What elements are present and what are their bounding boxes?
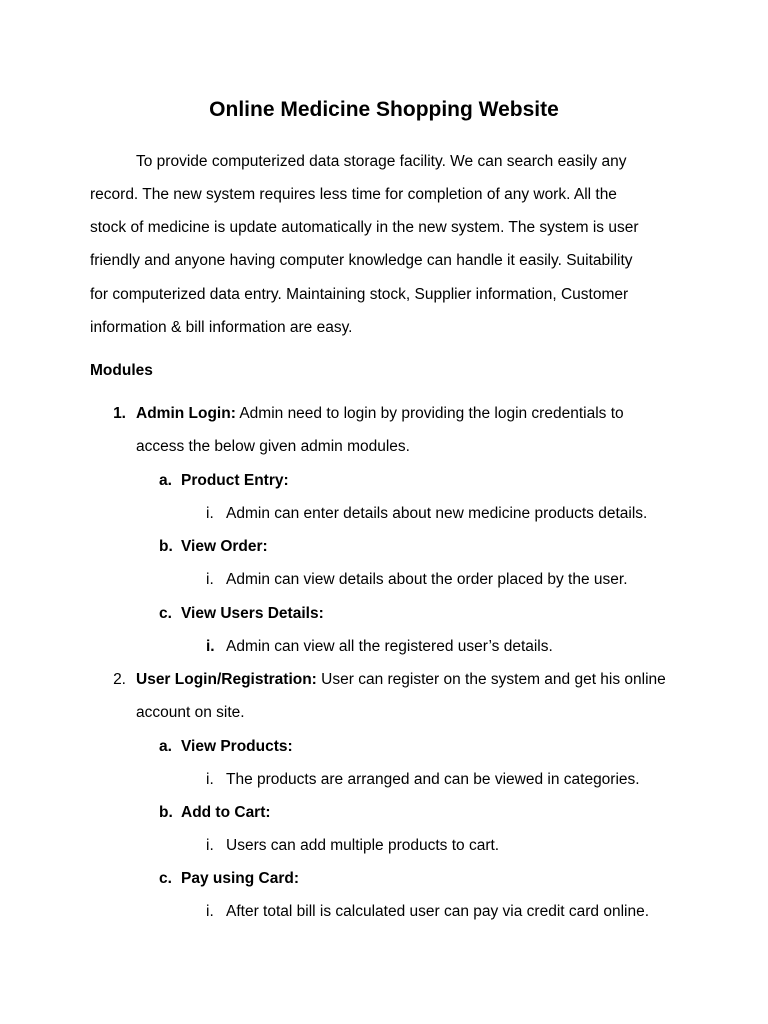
module-2-line-2: account on site. bbox=[136, 704, 245, 721]
module-1-sub-a-item-marker: i. bbox=[206, 505, 214, 522]
module-1-sub-b-marker: b. bbox=[159, 538, 173, 555]
module-2-sub-c-marker: c. bbox=[159, 870, 172, 887]
module-1-sub-a-marker: a. bbox=[159, 472, 172, 489]
module-2-sub-b-marker: b. bbox=[159, 804, 173, 821]
intro-line-6: information & bill information are easy. bbox=[90, 319, 353, 336]
module-2-sub-b-item-marker: i. bbox=[206, 837, 214, 854]
intro-line-2: record. The new system requires less time for completion of any work. All the bbox=[90, 186, 617, 203]
module-2-sub-b-item: Users can add multiple products to cart. bbox=[226, 837, 500, 854]
intro-line-5: for computerized data entry. Maintaining stock, Supplier information, Customer bbox=[90, 286, 629, 303]
module-1-text: Admin need to login by providing the login credentials to bbox=[235, 405, 624, 422]
module-2-sub-a-label: View Products: bbox=[181, 738, 293, 755]
module-2-line-1 bbox=[136, 670, 666, 690]
module-2-sub-a-item-marker: i. bbox=[206, 771, 214, 788]
module-1-label: Admin Login: bbox=[136, 405, 236, 422]
module-1-sub-b-item: Admin can view details about the order placed by the user. bbox=[226, 571, 628, 588]
modules-heading: Modules bbox=[90, 362, 153, 379]
intro-line-3: stock of medicine is update automatically in the new system. The system is user bbox=[90, 219, 639, 236]
module-1-sub-c-item-marker: i. bbox=[206, 638, 215, 655]
module-2-sub-a-marker: a. bbox=[159, 738, 172, 755]
module-1-sub-b-label: View Order: bbox=[181, 538, 268, 555]
intro-line-1: To provide computerized data storage facility. We can search easily any bbox=[136, 153, 627, 170]
module-2-sub-c-item: After total bill is calculated user can pay via credit card online. bbox=[226, 903, 650, 920]
module-2-label: User Login/Registration: bbox=[136, 671, 317, 688]
module-2-sub-b-label: Add to Cart: bbox=[181, 804, 271, 821]
module-2-sub-c-item-marker: i. bbox=[206, 903, 214, 920]
page-title: Online Medicine Shopping Website bbox=[209, 98, 559, 121]
module-1-marker: 1. bbox=[113, 405, 126, 422]
intro-line-4: friendly and anyone having computer knowledge can handle it easily. Suitability bbox=[90, 252, 633, 269]
module-2-text: User can register on the system and get his online bbox=[316, 671, 666, 688]
module-1-sub-a-label: Product Entry: bbox=[181, 472, 289, 489]
module-1-sub-a-item: Admin can enter details about new medicine products details. bbox=[226, 505, 648, 522]
module-1-sub-c-label: View Users Details: bbox=[181, 605, 324, 622]
module-1-sub-b-item-marker: i. bbox=[206, 571, 214, 588]
module-2-sub-c-label: Pay using Card: bbox=[181, 870, 299, 887]
module-1-sub-c-marker: c. bbox=[159, 605, 172, 622]
module-2-sub-a-item: The products are arranged and can be viewed in categories. bbox=[226, 771, 640, 788]
module-2-marker: 2. bbox=[113, 671, 126, 688]
module-1-line-1 bbox=[136, 404, 624, 424]
module-1-line-2: access the below given admin modules. bbox=[136, 438, 410, 455]
module-1-sub-c-item: Admin can view all the registered user’s details. bbox=[226, 638, 553, 655]
